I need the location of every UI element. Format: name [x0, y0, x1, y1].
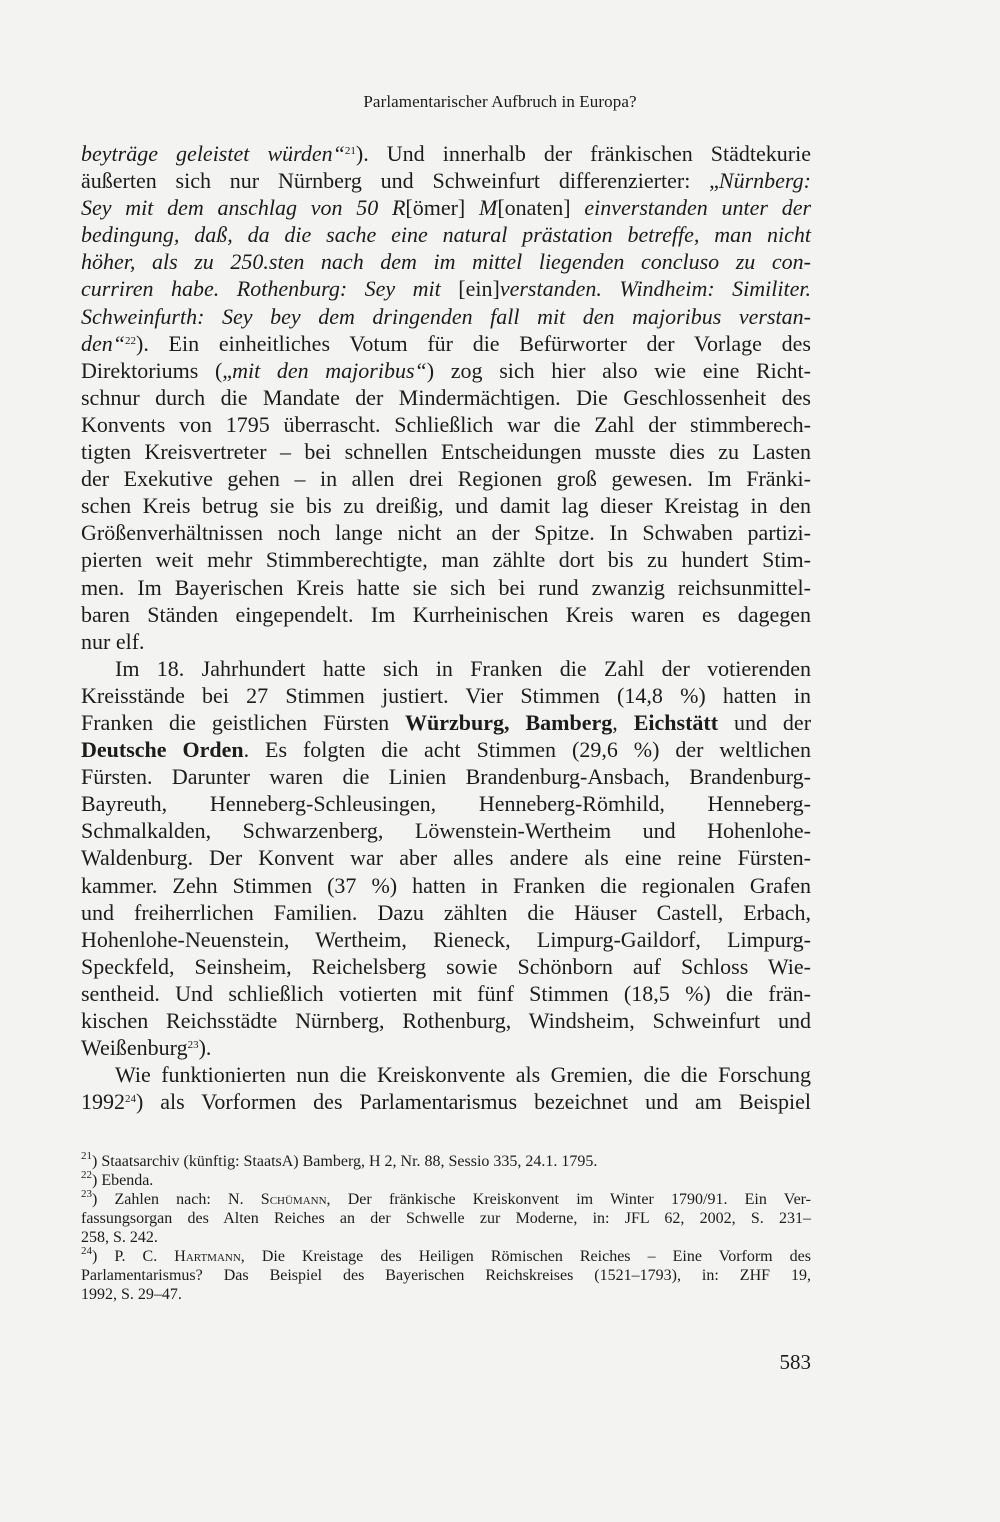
text-segment: curriren habe. Rothenburg: Sey mit [81, 276, 459, 302]
text-segment: [ömer] [405, 195, 479, 221]
text-segment: den“ [81, 330, 125, 356]
footnote-marker: 22 [125, 334, 136, 347]
text-segment: kischen Reichsstädte Nürnberg, Rothenburg, Windsheim, Schweinfurt und [81, 1008, 811, 1033]
text-segment: Franken die geistlichen Fürsten [81, 709, 406, 735]
text-segment: beyträge geleistet würden“ [81, 141, 345, 166]
footnote-marker: 23 [81, 1188, 92, 1200]
footnote-line [81, 1266, 811, 1285]
text-segment: Konvents von 1795 überrascht. Schließlich war die Zahl der stimmberech- [81, 411, 811, 437]
text-segment: nur elf. [81, 628, 145, 654]
text-segment: Parlamentarismus? Das Beispiel des Bayerischen Reichskreises (1521–1793), in: ZHF 19, [81, 1267, 811, 1284]
text-segment: Kreisstände bei 27 Stimmen justiert. Vier Stimmen (14,8 %) hatten in [81, 682, 811, 708]
body-text-line [81, 682, 811, 709]
page-number: 583 [779, 1350, 811, 1374]
body-text-line [81, 140, 811, 167]
footnote-line [81, 1152, 811, 1171]
text-segment: mit den majoribus“ [232, 357, 427, 383]
text-segment: men. Im Bayerischen Kreis hatte sie sich bei rund zwanzig reichsunmittel- [81, 574, 811, 600]
text-segment: ). Und innerhalb der fränkischen Städtekurie [355, 141, 811, 166]
body-text-line [81, 357, 811, 384]
body-text-line [81, 221, 811, 248]
text-segment: . Es folgten die acht Stimmen (29,6 %) der weltlichen [243, 737, 812, 763]
text-segment: , Die Kreistage des Heiligen Römischen Reiches – Eine Vorform des [240, 1248, 811, 1265]
body-text-line [81, 1088, 811, 1115]
text-segment: schnur durch die Mandate der Mindermächtigen. Die Geschlossenheit des [81, 384, 811, 410]
text-segment: Wie funktionierten nun die Kreiskonvente als Gremien, die die Forschung [115, 1062, 811, 1088]
text-segment: , [612, 709, 634, 735]
body-text-line [81, 628, 811, 655]
body-text-line [81, 492, 811, 519]
text-segment: und der [718, 709, 812, 735]
text-segment: Sey mit dem anschlag von 50 [81, 195, 392, 221]
body-text-line [81, 194, 811, 221]
text-segment: Weißenburg [81, 1035, 188, 1061]
text-segment: Hartmann [174, 1248, 241, 1265]
body-text-line [81, 330, 811, 357]
text-segment: ) als Vorformen des Parlamentarismus bezeichnet und am Beispiel [136, 1089, 811, 1115]
body-text-line [81, 736, 811, 763]
text-segment: R [391, 195, 406, 221]
text-segment: Hohenlohe-Neuenstein, Wertheim, Rieneck, Limpurg-Gaildorf, Limpurg- [81, 926, 811, 952]
body-text-line [81, 1061, 811, 1088]
text-segment: schen Kreis betrug sie bis zu dreißig, und damit lag dieser Kreistag in den [81, 493, 811, 519]
text-segment: Bayreuth, Henneberg-Schleusingen, Henneberg-Römhild, Henneberg- [81, 791, 811, 817]
body-text-line [81, 655, 811, 682]
footnote-marker: 23 [187, 1039, 199, 1052]
body-text-line [81, 546, 811, 573]
text-segment: Fürsten. Darunter waren die Linien Brandenburg-Ansbach, Brandenburg- [81, 764, 811, 790]
text-segment: ) Ebenda. [92, 1172, 154, 1189]
body-text-line [81, 763, 811, 790]
text-segment: und freiherrlichen Familien. Dazu zählten die Häuser Castell, Erbach, [81, 899, 811, 925]
text-segment: ) Zahlen nach: N. [92, 1191, 261, 1208]
body-text-line [81, 438, 811, 465]
body-text-line [81, 519, 811, 546]
text-segment: 1992, S. 29–47. [81, 1286, 182, 1303]
footnote-line [81, 1171, 811, 1190]
text-segment: bedingung, daß, da die sache eine natural prästation betreffe, man nicht [81, 222, 811, 248]
text-segment: Direktoriums („ [81, 357, 233, 383]
body-text-line [81, 844, 811, 871]
text-segment: Schmalkalden, Schwarzenberg, Löwenstein-Wertheim und Hohenlohe- [81, 818, 811, 844]
text-segment: ) zog sich hier also wie eine Richt- [426, 357, 811, 383]
body-text-line [81, 574, 811, 601]
text-segment: äußerten sich nur Nürnberg und Schweinfurt differenzierter: „ [81, 168, 719, 194]
text-segment: sentheid. Und schließlich votierten mit fünf Stimmen (18,5 %) die frän- [81, 980, 811, 1006]
text-segment: M [479, 195, 498, 221]
text-segment: der Exekutive gehen – in allen drei Regionen groß gewesen. Im Fränki- [81, 466, 811, 492]
text-segment: verstanden. Windheim: Similiter. [499, 276, 811, 302]
footnote-line [81, 1228, 811, 1247]
text-segment: Waldenburg. Der Konvent war aber alles andere als eine reine Fürsten- [81, 845, 811, 871]
footnote-marker: 24 [125, 1093, 136, 1106]
body-text-line [81, 167, 811, 194]
footnote-line [81, 1285, 811, 1304]
text-segment: , Der fränkische Kreiskonvent im Winter 1790/91. Ein Ver- [326, 1191, 812, 1208]
text-segment: [onaten] [497, 195, 585, 221]
body-text-line [81, 601, 811, 628]
footnote-marker: 21 [81, 1150, 92, 1162]
footnotes [81, 1152, 811, 1304]
text-segment: 1992 [81, 1089, 125, 1115]
text-segment: fassungsorgan des Alten Reiches an der Schwelle zur Moderne, in: JFL 62, 2002, S. 231– [81, 1210, 811, 1227]
text-segment: Im 18. Jahrhundert hatte sich in Franken die Zahl der votierenden [115, 655, 811, 681]
body-text-line [81, 980, 811, 1007]
body-text-line [81, 899, 811, 926]
text-segment: [ein] [458, 276, 500, 302]
text-segment: Schümann [260, 1191, 327, 1208]
text-segment: ) Staatsarchiv (künftig: StaatsA) Bamberg, H 2, Nr. 88, Sessio 335, 24.1. 1795. [92, 1153, 598, 1170]
body-text-line [81, 411, 811, 438]
text-segment: Speckfeld, Seinsheim, Reichelsberg sowie Schönborn auf Schloss Wie- [81, 953, 811, 979]
running-title: Parlamentarischer Aufbruch in Europa? [363, 92, 637, 111]
text-segment: ). Ein einheitliches Votum für die Befürworter der Vorlage des [136, 330, 811, 356]
text-segment: baren Ständen eingependelt. Im Kurrheinischen Kreis waren es dagegen [81, 601, 811, 627]
footnote-marker: 22 [81, 1169, 92, 1181]
body-text-line [81, 384, 811, 411]
text-segment: einverstanden unter der [584, 195, 812, 221]
text-segment: tigten Kreisvertreter – bei schnellen Entscheidungen musste dies zu Lasten [81, 439, 811, 465]
body-text-line [81, 872, 811, 899]
text-segment: kammer. Zehn Stimmen (37 %) hatten in Franken die regionalen Grafen [81, 872, 811, 898]
body-text-line [81, 709, 811, 736]
text-segment: ). [198, 1035, 212, 1061]
footnote-marker: 24 [81, 1245, 92, 1257]
body-text-line [81, 817, 811, 844]
footnote-marker: 21 [344, 145, 356, 157]
body-text-line [81, 1034, 811, 1061]
text-segment: Nürnberg: [718, 168, 811, 194]
footnote-line [81, 1247, 811, 1266]
text-segment: pierten weit mehr Stimmberechtigte, man zählte dort bis zu hundert Stim- [81, 547, 811, 573]
text-segment: Würzburg, Bamberg [405, 709, 613, 735]
text-segment: ) P. C. [92, 1248, 175, 1265]
body-text [81, 140, 811, 1115]
text-segment: höher, als zu 250.sten nach dem im mittel liegenden concluso zu con- [81, 249, 811, 275]
footnote-line [81, 1190, 811, 1209]
body-text-line [81, 1007, 811, 1034]
body-text-line [81, 303, 811, 330]
body-text-line [81, 953, 811, 980]
body-text-line [81, 248, 811, 275]
body-text-line [81, 926, 811, 953]
text-segment: Deutsche Orden [81, 737, 244, 763]
body-text-line [81, 465, 811, 492]
body-text-line [81, 790, 811, 817]
footnote-line [81, 1209, 811, 1228]
text-segment: Größenverhältnissen noch lange nicht an der Spitze. In Schwaben partizi- [81, 520, 811, 546]
text-segment: Schweinfurth: Sey bey dem dringenden fall mit den majoribus verstan- [81, 303, 811, 329]
text-segment: Eichstätt [633, 709, 719, 735]
text-segment: 258, S. 242. [81, 1229, 158, 1246]
body-text-line [81, 275, 811, 302]
